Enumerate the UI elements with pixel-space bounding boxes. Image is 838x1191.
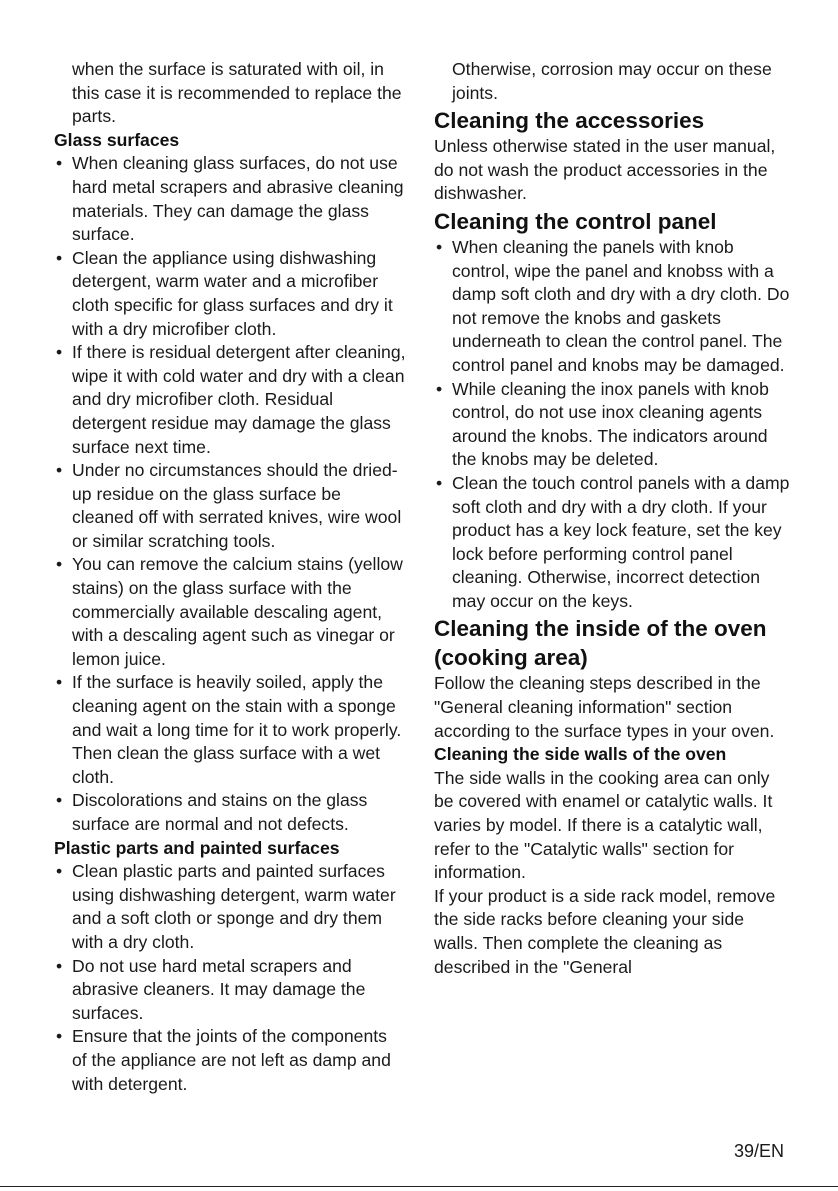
control-panel-heading: Cleaning the control panel [434, 208, 717, 234]
bullet-icon: • [436, 472, 443, 493]
list-item: • If the surface is heavily soiled, apply the cleaning agent on the stain with a sponge and wait a long time for it to work properly. Then clean the glass surface with a wet cloth. [56, 672, 402, 787]
list-item: • You can remove the calcium stains (yellow stains) on the glass surface with the commercially available descaling agent, with a descaling agent such as vinegar or lemon juice. [56, 554, 403, 669]
continuation-text: when the surface is saturated with oil, in this case it is recommended to replace the parts. [72, 59, 402, 127]
list-item: • Clean the touch control panels with a damp soft cloth and dry with a dry cloth. If your product has a key lock feature, set the key lock before performing control panel cleaning. Otherwise, incorrect detection may occur on the keys. [436, 472, 790, 611]
list-item: • While cleaning the inox panels with knob control, do not use inox cleaning agents around the knobs. The indicators around the knobs may be deleted. [436, 378, 769, 470]
bullet-icon: • [56, 554, 63, 575]
glass-surfaces-heading: Glass surfaces [54, 129, 180, 150]
list-item: • Under no circumstances should the dried-up residue on the glass surface be cleaned off with serrated knives, wire wool or similar scratching tools. [56, 460, 402, 551]
continuation-text: Otherwise, corrosion may occur on these joints. [452, 59, 772, 103]
bullet-icon: • [56, 153, 63, 174]
bullet-icon: • [436, 236, 443, 257]
list-item: • If there is residual detergent after cleaning, wipe it with cold water and dry with a clean and dry microfiber cloth. Residual detergent residue may damage the glass surface next time. [56, 342, 406, 457]
side-walls-text: The side walls in the cooking area can only be covered with enamel or catalytic walls. It varies by model. If there is a catalytic wall, refer to the "Catalytic walls" section for information. [434, 767, 773, 883]
list-item: • Clean plastic parts and painted surfaces using dishwashing detergent, warm water and a soft cloth or sponge and dry them with a dry cloth. [56, 861, 396, 952]
list-item: • Discolorations and stains on the glass surface are normal and not defects. [56, 790, 368, 834]
left-column [54, 58, 406, 1096]
bottom-rule [0, 1186, 838, 1187]
bullet-icon: • [56, 247, 63, 268]
bullet-icon: • [56, 861, 63, 882]
plastic-parts-list [54, 860, 406, 1096]
list-item: • Do not use hard metal scrapers and abrasive cleaners. It may damage the surfaces. [56, 955, 366, 1023]
bullet-icon: • [56, 790, 63, 811]
list-item: • Clean the appliance using dishwashing detergent, warm water and a microfiber cloth specific for glass surfaces and dry it with a dry microfiber cloth. [56, 247, 393, 339]
glass-surfaces-list [54, 152, 406, 836]
oven-inside-heading: Cleaning the inside of the oven (cooking area) [434, 616, 767, 671]
accessories-heading: Cleaning the accessories [434, 108, 705, 134]
bullet-icon: • [56, 460, 63, 481]
bullet-icon: • [56, 672, 63, 693]
bullet-icon: • [56, 342, 63, 363]
accessories-text: Unless otherwise stated in the user manual, do not wash the product accessories in the dishwasher. [434, 136, 776, 204]
page-number: 39/EN [733, 1141, 784, 1161]
list-item: • When cleaning glass surfaces, do not use hard metal scrapers and abrasive cleaning materials. They can damage the glass surface. [56, 153, 404, 245]
bullet-icon: • [56, 1026, 63, 1047]
list-item: • Ensure that the joints of the components of the appliance are not left as damp and with detergent. [56, 1026, 391, 1094]
side-walls-text-continued: If your product is a side rack model, remove the side racks before cleaning your side walls. Then complete the cleaning as described in the "General [434, 885, 776, 977]
bullet-icon: • [56, 955, 63, 976]
control-panel-list [434, 236, 790, 614]
list-item: • When cleaning the panels with knob control, wipe the panel and knobss with a damp soft cloth and dry with a dry cloth. Do not remove the knobs and gaskets underneath to clean the control panel. The control panel and knobs may be damaged. [436, 236, 790, 375]
plastic-parts-heading: Plastic parts and painted surfaces [54, 837, 340, 858]
side-walls-heading: Cleaning the side walls of the oven [434, 744, 727, 765]
oven-inside-text: Follow the cleaning steps described in the "General cleaning information" section according to the surface types in your oven. [434, 673, 775, 741]
right-column [434, 58, 790, 979]
bullet-icon: • [436, 378, 443, 399]
